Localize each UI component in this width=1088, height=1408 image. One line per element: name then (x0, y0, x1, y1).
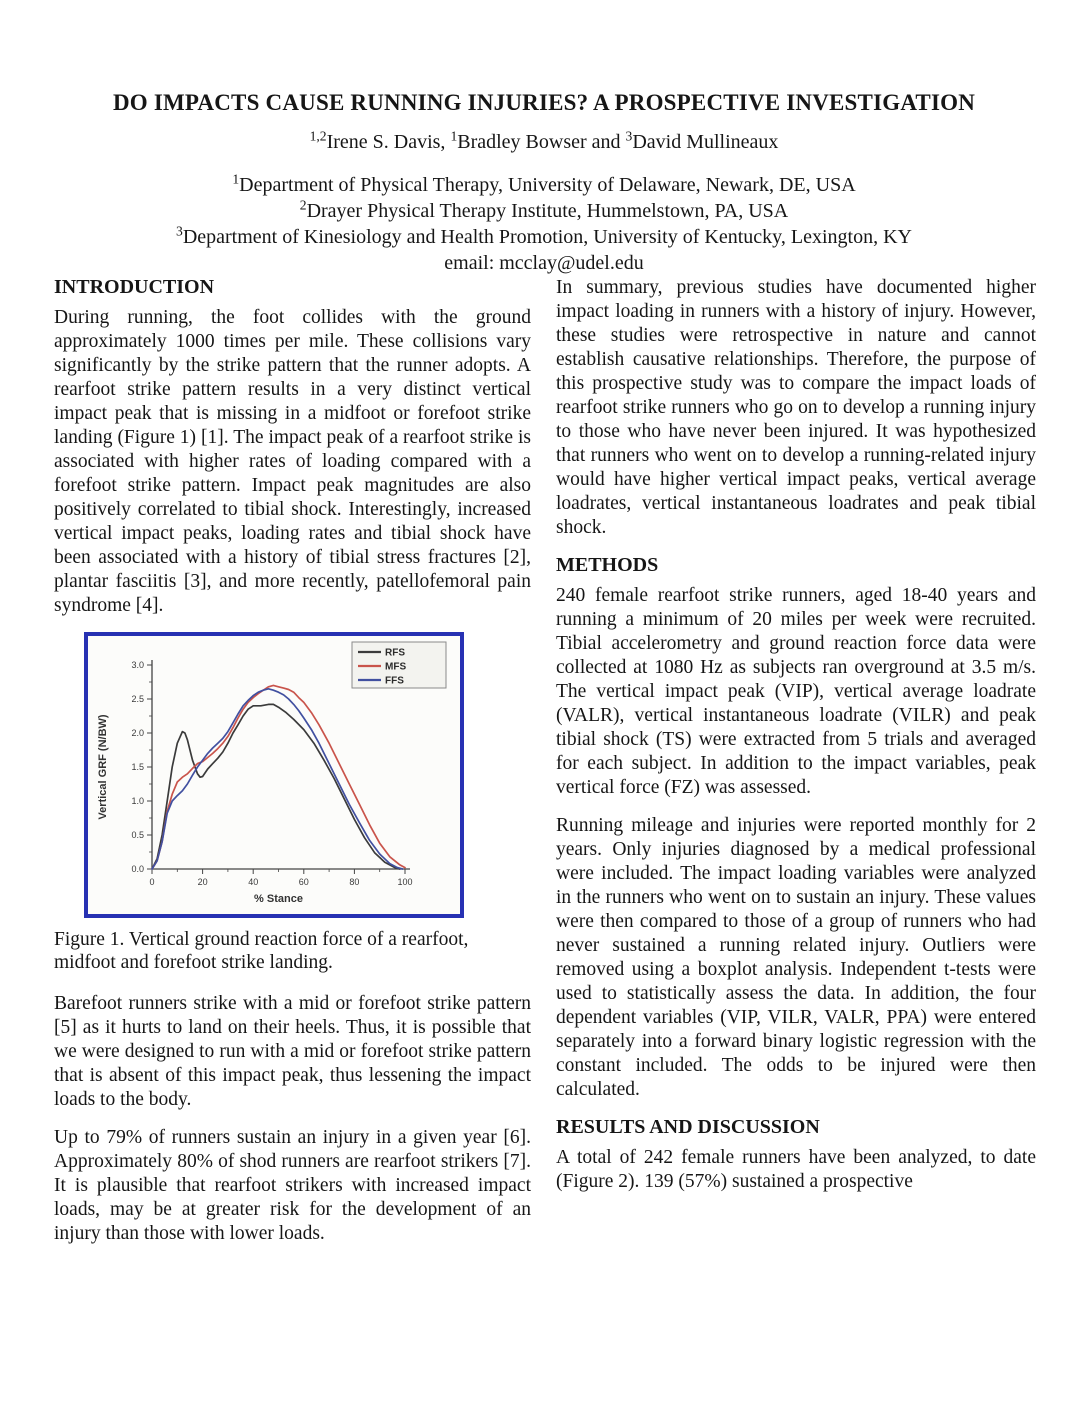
y-tick-label: 2.0 (131, 728, 144, 738)
affil-marker: 1 (232, 171, 240, 187)
left-column (54, 276, 531, 1260)
results-paragraph: A total of 242 female runners have been analyzed, to date (Figure 2). 139 (57%) sustained a prospective (556, 1147, 1036, 1192)
barefoot-paragraph: Barefoot runners strike with a mid or forefoot strike pattern [5] as it hurts to land on their heels. Thus, it is possible that we were designed to run with a mid or forefoot strike pattern that is absent of this impact peak, thus lessening the impact loads to the body. (54, 993, 531, 1110)
paper-title: DO IMPACTS CAUSE RUNNING INJURIES? A PROSPECTIVE INVESTIGATION (112, 90, 976, 115)
legend-RFS-label: RFS (385, 647, 405, 659)
contact-email: email: mcclay@udel.edu (444, 252, 644, 274)
author-affil-marker: 3 (625, 128, 633, 144)
author-affil-marker: 1 (450, 128, 458, 144)
x-tick-label: 100 (397, 877, 413, 887)
y-tick-label: 2.5 (131, 694, 144, 704)
y-tick-label: 0.0 (131, 864, 144, 874)
figure-1-caption: Figure 1. Vertical ground reaction force of a rearfoot, midfoot and forefoot strike landing. (54, 929, 469, 973)
grf-chart (88, 636, 460, 914)
summary-paragraph: In summary, previous studies have documented higher impact loading in runners with a history of injury. However, these studies were retrospective in nature and cannot establish causative relationships. Therefore, the purpose of this prospective study was to compare the impact loads of rearfoot strike runners who go on to develop a running injury to those who have never been injured. It was hypothesized that runners who went on to develop a running-related injury would have higher vertical impact peaks, vertical average loadrates, vertical instantaneous loadrates and peak tibial shock. (556, 277, 1036, 538)
series-RFS-line (152, 704, 400, 869)
y-axis-label: Vertical GRF (N/BW) (97, 714, 109, 820)
introduction-heading: INTRODUCTION (54, 276, 215, 298)
series-FFS-line (152, 689, 403, 869)
affil-text: Department of Kinesiology and Health Promotion, University of Kentucky, Lexington, KY (182, 226, 912, 248)
intro-paragraph: During running, the foot collides with the ground approximately 1000 times per mile. These collisions vary significantly by the strike pattern that the runner adopts. A rearfoot strike pattern results in a very distinct vertical impact peak that is missing in a midfoot or forefoot strike landing (Figure 1) [1]. The impact peak of a rearfoot strike is associated with higher rates of loading compared with a forefoot strike pattern. Impact peak magnitudes are also positively correlated to tibial shock. Interestingly, increased vertical impact peaks, loading rates and tibial shock have been associated with a history of tibial stress fractures [2], plantar fasciitis [3], and more recently, patellofemoral pain syndrome [4]. (54, 307, 531, 616)
figure-1 (84, 632, 464, 918)
y-tick-label: 0.5 (131, 830, 144, 840)
legend-FFS-label: FFS (385, 675, 404, 687)
author-name: Bradley Bowser and (457, 131, 626, 153)
affiliation-line (54, 172, 1034, 198)
x-tick-label: 80 (349, 877, 360, 887)
x-tick-label: 0 (149, 877, 155, 887)
x-tick-label: 20 (197, 877, 208, 887)
affil-text: Drayer Physical Therapy Institute, Hummelstown, PA, USA (306, 200, 789, 222)
paper-header (54, 90, 1034, 276)
y-tick-label: 3.0 (131, 660, 144, 670)
monitoring-paragraph: Running mileage and injuries were reported monthly for 2 years. Only injuries diagnosed by a medical professional were included. The impact loading variables were analyzed in the runners who went on to sustain an injury. These values were then compared to those of a group of runners who had never sustained a running related injury. Outliers were removed using a boxplot analysis. Independent t-tests were used to statistically assess the data. In addition, the four dependent variables (VIP, VILR, VALR, PPA) were entered separately into a forward binary logistic regression with the constant included. The odds to be injured were then calculated. (556, 815, 1036, 1100)
legend-MFS-label: MFS (385, 661, 407, 673)
x-tick-label: 40 (248, 877, 259, 887)
author-line (54, 128, 1034, 154)
affil-marker: 3 (176, 223, 183, 239)
results-heading: RESULTS AND DISCUSSION (556, 1116, 820, 1138)
legend (352, 642, 446, 688)
methods-paragraph: 240 female rearfoot strike runners, aged 18-40 years and running a minimum of 20 miles per week were recruited. Tibial accelerometry and ground reaction force data were collected at 1080 Hz as subjects ran overground at 3.5 m/s. The vertical impact peak (VIP), vertical average loadrate (VALR), vertical instantaneous loadrate (VILR) and peak tibial shock (TS) were extracted from 5 trials and averaged for each subject. In addition to the impact variables, peak vertical force (FZ) was assessed. (556, 585, 1036, 798)
methods-heading: METHODS (556, 554, 659, 576)
injury-rate-paragraph: Up to 79% of runners sustain an injury in a given year [6]. Approximately 80% of shod runners are rearfoot strikers [7]. It is plausible that rearfoot strikers with increased impact loads, may be at greater risk for the development of an injury than those with lower loads. (54, 1127, 531, 1244)
author-name: David Mullineaux (632, 131, 779, 153)
affil-text: Department of Physical Therapy, University of Delaware, Newark, DE, USA (239, 174, 856, 196)
affiliation-line (54, 224, 1034, 250)
affil-marker: 2 (299, 197, 307, 213)
author-name: Irene S. Davis, (326, 131, 451, 153)
y-tick-label: 1.0 (131, 796, 144, 806)
x-tick-label: 60 (298, 877, 309, 887)
y-tick-label: 1.5 (131, 762, 144, 772)
x-axis-label: % Stance (254, 893, 303, 905)
author-affil-marker: 1,2 (309, 128, 327, 144)
right-column (556, 276, 1036, 1208)
affiliation-line (54, 198, 1034, 224)
